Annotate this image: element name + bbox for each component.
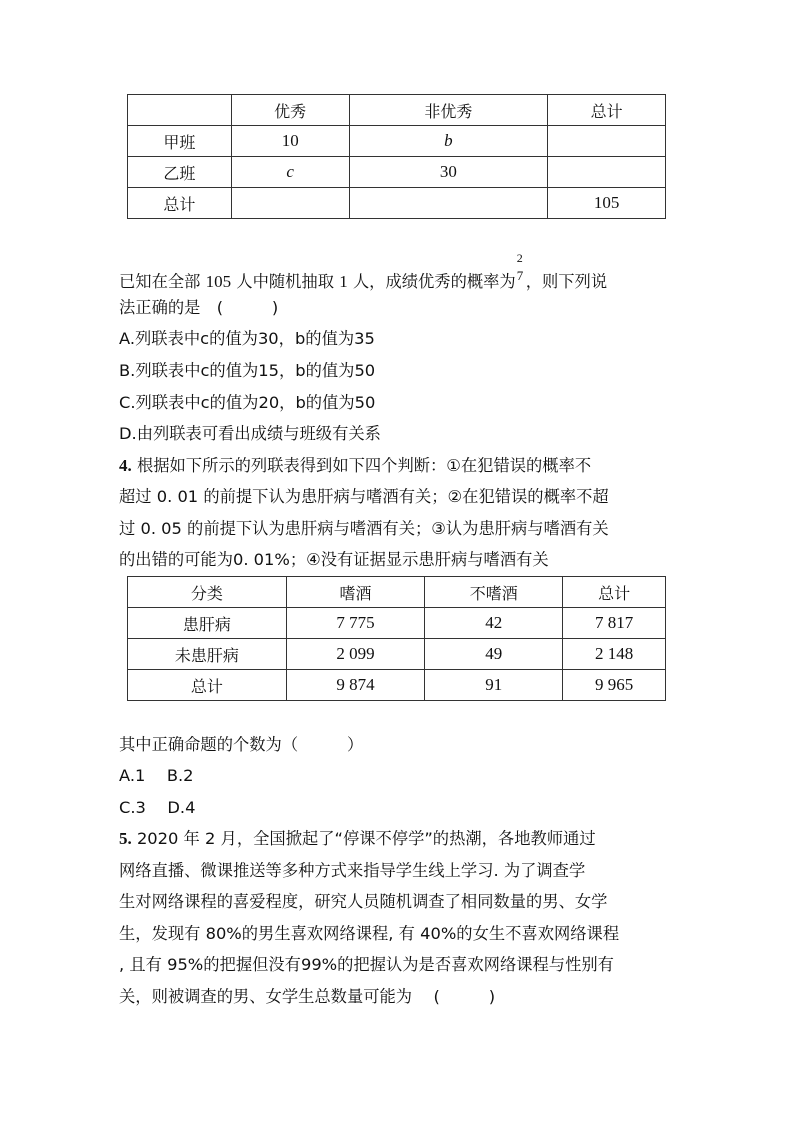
probability-fraction <box>516 251 526 287</box>
table-cell: 总计 <box>128 188 232 219</box>
table-cell: 42 <box>425 608 563 639</box>
table-cell: 49 <box>425 639 563 670</box>
q5-line-3: 生对网络课程的喜爱程度，研究人员随机调查了相同数量的男、女学 <box>119 892 608 911</box>
q3-stem-text: 人中随机抽取 <box>236 272 334 291</box>
q5-line-2: 网络直播、微课推送等多种方式来指导学生线上学习. 为了调查学 <box>119 861 586 880</box>
table-cell: 105 <box>548 188 666 219</box>
table-header-row <box>128 577 666 608</box>
q3-stem-line-2: 法正确的是 ( ) <box>119 298 279 317</box>
q3-stem-number: 105 <box>205 272 232 291</box>
table-cell: 甲班 <box>128 126 232 157</box>
q5-line-5: , 且有 95%的把握但没有99%的把握认为是否喜欢网络课程与性别有 <box>119 955 614 974</box>
q3-option-a: A.列联表中c的值为30，b的值为35 <box>119 329 375 348</box>
contingency-table-class-grade <box>127 94 666 219</box>
q4-options-line-1: A.1 B.2 <box>119 766 194 785</box>
table-header-cell: 总计 <box>563 577 666 608</box>
table-cell: 10 <box>231 126 349 157</box>
q5-number: 5. <box>119 829 132 848</box>
table-cell: 7 775 <box>286 608 425 639</box>
table-cell <box>548 126 666 157</box>
q4-number: 4. <box>119 456 132 475</box>
table-cell: b <box>349 126 548 157</box>
q4-text: 根据如下所示的列联表得到如下四个判断：①在犯错误的概率不 <box>136 456 592 475</box>
table-cell: 7 817 <box>563 608 666 639</box>
table-cell: 91 <box>425 670 563 701</box>
q4-question: 其中正确命题的个数为（ ） <box>119 735 364 754</box>
table-cell: 2 099 <box>286 639 425 670</box>
table-cell: 9 874 <box>286 670 425 701</box>
table-header-cell: 优秀 <box>231 95 349 126</box>
table-cell: 30 <box>349 157 548 188</box>
table-row <box>128 670 666 701</box>
table-cell <box>128 95 232 126</box>
q4-line-4: 的出错的可能为0. 01%；④没有证据显示患肝病与嗜酒有关 <box>119 550 549 569</box>
table-cell: 总计 <box>128 670 287 701</box>
table-row <box>128 608 666 639</box>
table-cell <box>349 188 548 219</box>
q4-options-line-2: C.3 D.4 <box>119 798 196 817</box>
q4-line-3: 过 0. 05 的前提下认为患肝病与嗜酒有关；③认为患肝病与嗜酒有关 <box>119 519 609 538</box>
table-cell: 未患肝病 <box>128 639 287 670</box>
table-header-row <box>128 95 666 126</box>
table-header-cell: 非优秀 <box>349 95 548 126</box>
q3-option-d: D.由列联表可看出成绩与班级有关系 <box>119 424 381 443</box>
table-cell <box>548 157 666 188</box>
q3-stem-text: ，则下列说 <box>525 272 608 291</box>
q5-line-1 <box>119 828 679 850</box>
q3-option-c: C.列联表中c的值为20，b的值为50 <box>119 393 376 412</box>
table-header-cell: 总计 <box>548 95 666 126</box>
table-header-cell: 嗜酒 <box>286 577 425 608</box>
table-row <box>128 639 666 670</box>
q3-stem-number: 1 <box>339 272 348 291</box>
table-cell: c <box>231 157 349 188</box>
q5-line-6: 关，则被调查的男、女学生总数量可能为 ( ) <box>119 987 496 1006</box>
q3-stem-line-1 <box>119 251 679 293</box>
table-header-cell: 不嗜酒 <box>425 577 563 608</box>
fraction-denominator: 7 <box>516 268 524 283</box>
q5-text: 2020 年 2 月，全国掀起了“停课不停学”的热潮，各地教师通过 <box>136 829 596 848</box>
q5-line-4: 生，发现有 80%的男生喜欢网络课程, 有 40%的女生不喜欢网络课程 <box>119 924 620 943</box>
table-row <box>128 126 666 157</box>
table-cell <box>231 188 349 219</box>
table-cell: 2 148 <box>563 639 666 670</box>
q3-option-b: B.列联表中c的值为15，b的值为50 <box>119 361 376 380</box>
table-row <box>128 188 666 219</box>
q4-line-2: 超过 0. 01 的前提下认为患肝病与嗜酒有关；②在犯错误的概率不超 <box>119 487 609 506</box>
table-header-cell: 分类 <box>128 577 287 608</box>
table-cell: 9 965 <box>563 670 666 701</box>
table-cell: 患肝病 <box>128 608 287 639</box>
contingency-table-liver-alcohol <box>127 576 666 701</box>
q3-stem-text: 已知在全部 <box>119 272 201 291</box>
table-row <box>128 157 666 188</box>
table-cell: 乙班 <box>128 157 232 188</box>
q3-stem-text: 人，成绩优秀的概率为 <box>352 272 516 291</box>
q4-line-1 <box>119 455 679 477</box>
fraction-numerator: 2 <box>516 251 523 265</box>
